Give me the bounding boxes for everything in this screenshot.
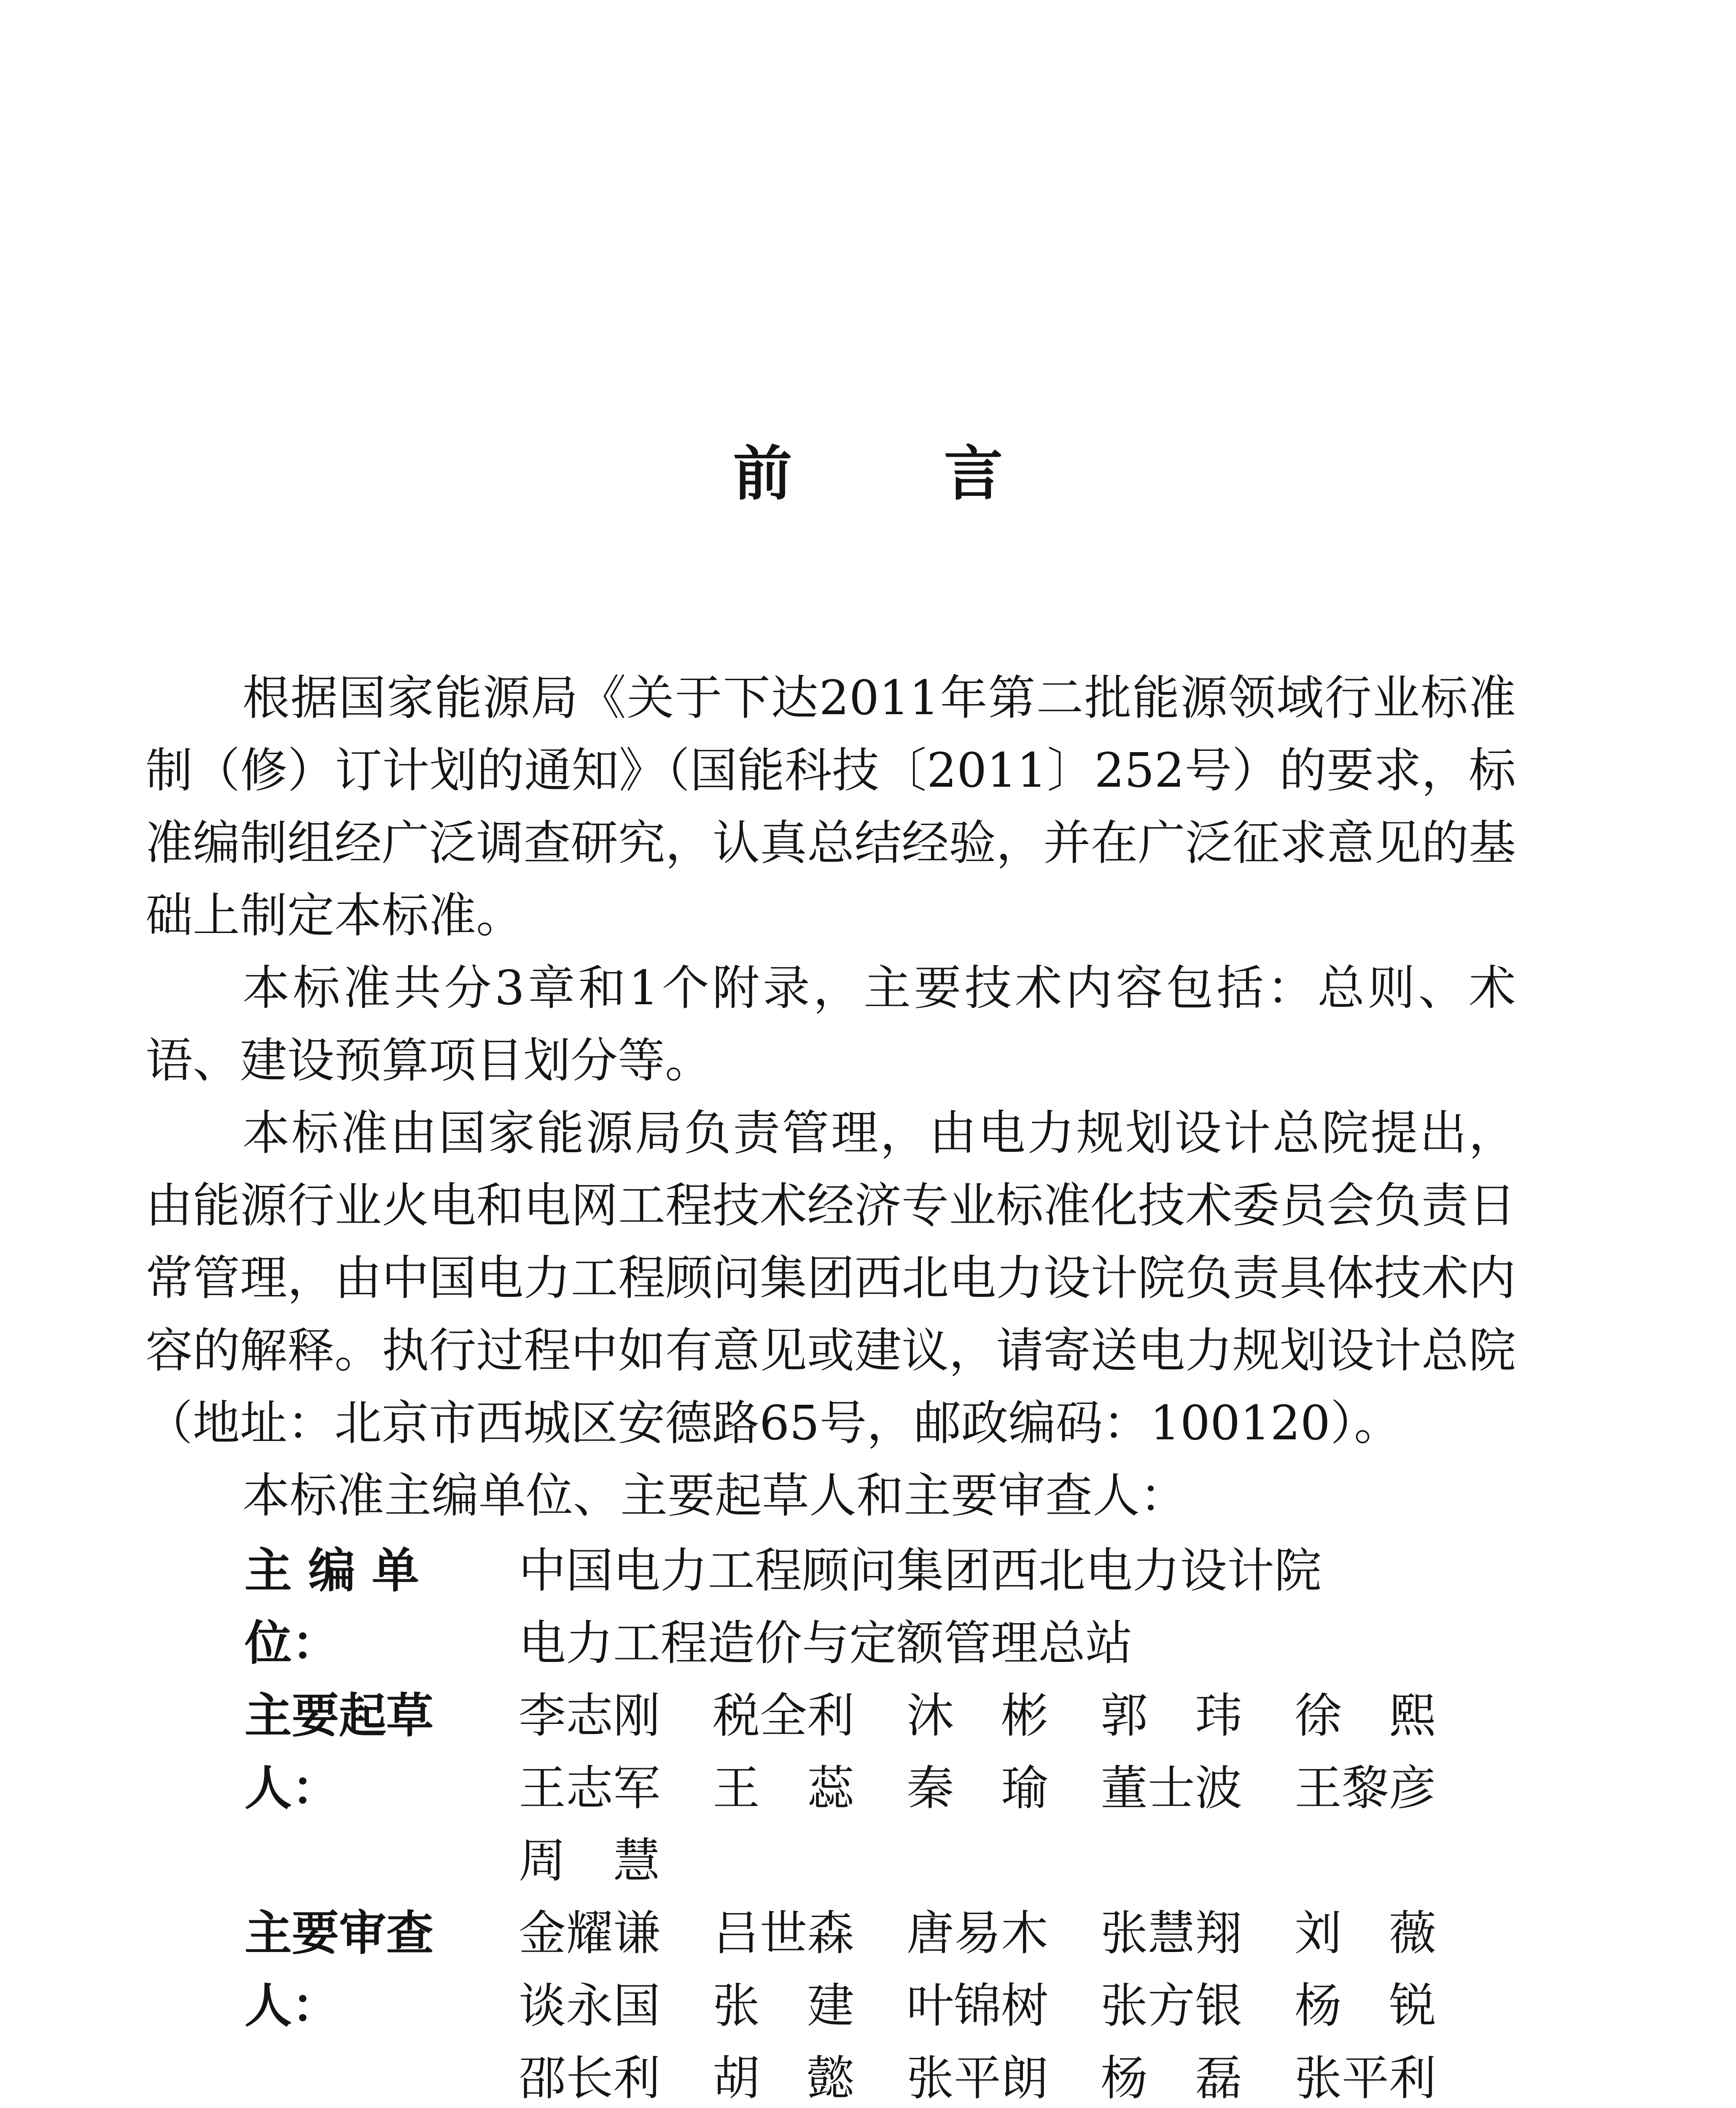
reviewer-name: 金耀谦 — [519, 1906, 660, 1961]
reviewers-row — [245, 1897, 1510, 2108]
paragraph-basis: 根据国家能源局《关于下达2011年第二批能源领域行业标准制（修）订计划的通知》（国能科技〔2011〕252号）的要求，标准编制组经广泛调查研究，认真总结经验，并在广泛征求意见的基础上制定本标准。 — [145, 671, 1516, 943]
drafter-name: 董士波 — [1101, 1761, 1242, 1816]
paragraph-contents: 本标准共分3章和1个附录，主要技术内容包括：总则、术语、建设预算项目划分等。 — [145, 961, 1516, 1088]
preface-body — [145, 662, 1516, 1532]
reviewer-name: 杨 锐 — [1295, 1979, 1436, 2033]
drafter-name: 王黎彦 — [1295, 1761, 1436, 1816]
reviewers-list — [519, 1897, 1510, 2108]
reviewer-name: 叶锦树 — [907, 1979, 1048, 2033]
drafter-name: 税全利 — [713, 1689, 854, 1743]
paragraph-management: 本标准由国家能源局负责管理，由电力规划设计总院提出，由能源行业火电和电网工程技术经济专业标准化技术委员会负责日常管理，由中国电力工程顾问集团西北电力设计院负责具体技术内容的解释。执行过程中如有意见或建议，请寄送电力规划设计总院（地址：北京市西城区安德路65号，邮政编码：100120）。 — [145, 1106, 1516, 1451]
reviewer-name: 邵长利 — [519, 2051, 660, 2106]
credits-block — [245, 1535, 1510, 2108]
reviewer-name: 唐易木 — [907, 1906, 1048, 1961]
editor-units-row — [245, 1535, 1510, 1680]
reviewer-name: 张平朗 — [907, 2051, 1048, 2106]
drafter-name: 郭 玮 — [1101, 1689, 1242, 1743]
reviewer-name: 胡 懿 — [713, 2051, 854, 2106]
drafter-name: 徐 熙 — [1295, 1689, 1436, 1743]
drafters-label: 主要起草人： — [245, 1689, 433, 1816]
reviewer-name: 吕世森 — [713, 1906, 854, 1961]
reviewer-name: 张 建 — [713, 1979, 854, 2033]
reviewer-name: 杨 磊 — [1101, 2051, 1242, 2106]
drafter-name: 王 蕊 — [713, 1761, 854, 1816]
editor-units-label: 主 编 单 位： — [245, 1543, 419, 1671]
page-title: 前言 — [733, 440, 1155, 508]
reviewer-name: 刘 薇 — [1295, 1906, 1436, 1961]
drafters-row — [245, 1680, 1510, 1897]
editor-unit: 电力工程造价与定额管理总站 — [519, 1616, 1133, 1671]
drafters-list — [519, 1680, 1510, 1897]
editor-units-list — [519, 1535, 1510, 1680]
editor-unit: 中国电力工程顾问集团西北电力设计院 — [519, 1543, 1322, 1598]
reviewer-name: 谈永国 — [519, 1979, 660, 2033]
drafter-name: 王志军 — [519, 1761, 660, 1816]
reviewer-name: 张方银 — [1101, 1979, 1242, 2033]
reviewer-name: 张慧翔 — [1101, 1906, 1242, 1961]
drafter-name: 周 慧 — [519, 1834, 660, 1888]
paragraph-credits-intro: 本标准主编单位、主要起草人和主要审查人： — [242, 1468, 1187, 1523]
drafter-name: 李志刚 — [519, 1689, 660, 1743]
reviewer-name: 张平利 — [1295, 2051, 1436, 2106]
reviewers-label: 主要审查人： — [245, 1906, 433, 2033]
drafter-name: 秦 瑜 — [907, 1761, 1048, 1816]
drafter-name: 沐 彬 — [907, 1689, 1048, 1743]
